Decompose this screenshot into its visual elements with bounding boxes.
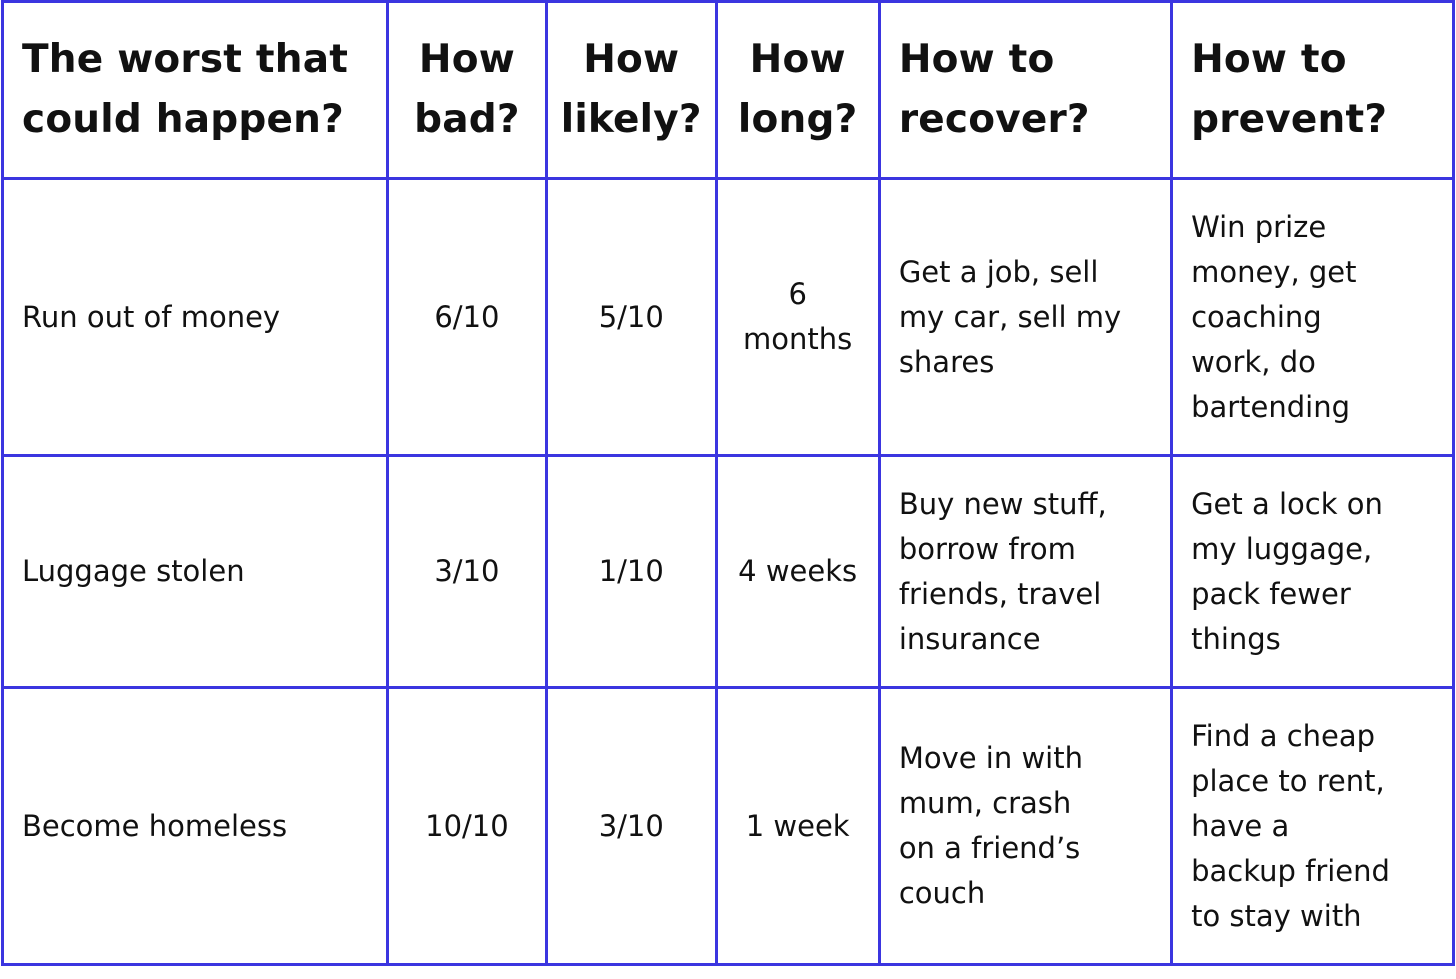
cell-recover-line: shares	[898, 344, 995, 379]
cell-prevent-line: backup friend	[1191, 853, 1390, 888]
cell-recover	[879, 179, 1171, 456]
header-prevent-line-2: prevent?	[1191, 97, 1388, 142]
cell-recover	[879, 688, 1171, 965]
cell-prevent-line: things	[1191, 621, 1281, 656]
cell-long-line: months	[743, 322, 853, 356]
cell-prevent	[1172, 179, 1454, 456]
cell-recover-line: Move in with	[898, 741, 1083, 775]
cell-likely: 5/10	[546, 179, 716, 456]
cell-recover	[879, 456, 1171, 688]
table-row	[3, 688, 1454, 965]
header-bad	[387, 2, 546, 179]
risk-assessment-table	[1, 0, 1455, 966]
cell-recover-line: couch	[898, 876, 986, 910]
cell-likely: 1/10	[546, 456, 716, 688]
cell-long-line: 6	[788, 277, 807, 311]
cell-worst: Become homeless	[3, 688, 388, 965]
header-worst	[3, 2, 388, 179]
cell-long	[716, 179, 879, 456]
header-long	[716, 2, 879, 179]
cell-bad: 6/10	[387, 179, 546, 456]
table-row	[3, 179, 1454, 456]
cell-prevent-line: Get a lock on	[1191, 486, 1383, 521]
header-recover-line-1: How to	[898, 37, 1055, 82]
header-likely-line-1: How	[583, 37, 680, 82]
cell-long	[716, 688, 879, 965]
header-prevent	[1172, 2, 1454, 179]
cell-prevent-line: work, do	[1191, 344, 1316, 379]
cell-prevent-line: have a	[1191, 808, 1290, 843]
cell-recover-line: borrow from	[898, 531, 1076, 566]
cell-long	[716, 456, 879, 688]
cell-prevent-line: Win prize	[1191, 209, 1327, 244]
cell-prevent-line: Find a cheap	[1191, 718, 1376, 753]
cell-prevent-line: bartending	[1191, 389, 1351, 424]
cell-recover-line: friends, travel	[898, 576, 1102, 611]
cell-recover-line: on a friend’s	[898, 831, 1081, 865]
cell-worst: Run out of money	[3, 179, 388, 456]
cell-prevent-line: my luggage,	[1191, 531, 1373, 566]
cell-prevent-line: pack fewer	[1191, 576, 1351, 611]
cell-long-line: 1 week	[745, 808, 850, 843]
header-worst-line-1: The worst that	[22, 37, 349, 82]
cell-recover-line: mum, crash	[898, 786, 1072, 820]
cell-prevent	[1172, 456, 1454, 688]
cell-bad: 3/10	[387, 456, 546, 688]
cell-prevent	[1172, 688, 1454, 965]
cell-prevent-line: coaching	[1191, 299, 1322, 334]
header-bad-line-2: bad?	[414, 97, 520, 142]
header-recover-line-2: recover?	[898, 97, 1090, 142]
table-row	[3, 456, 1454, 688]
header-long-line-2: long?	[737, 97, 858, 142]
header-row	[3, 2, 1454, 179]
cell-prevent-line: place to rent,	[1191, 763, 1385, 798]
cell-worst: Luggage stolen	[3, 456, 388, 688]
header-recover	[879, 2, 1171, 179]
cell-prevent-line: money, get	[1191, 254, 1357, 289]
cell-recover-line: Get a job, sell	[898, 254, 1099, 289]
cell-recover-line: insurance	[898, 621, 1041, 656]
header-bad-line-1: How	[418, 37, 515, 82]
cell-recover-line: Buy new stuff,	[898, 486, 1107, 521]
cell-likely: 3/10	[546, 688, 716, 965]
header-likely	[546, 2, 716, 179]
header-worst-line-2: could happen?	[22, 97, 344, 142]
header-long-line-1: How	[749, 37, 846, 82]
header-prevent-line-1: How to	[1191, 37, 1347, 82]
cell-recover-line: my car, sell my	[898, 299, 1122, 334]
cell-prevent-line: to stay with	[1191, 898, 1362, 933]
cell-bad: 10/10	[387, 688, 546, 965]
header-likely-line-2: likely?	[560, 97, 702, 142]
cell-long-line: 4 weeks	[738, 554, 858, 588]
